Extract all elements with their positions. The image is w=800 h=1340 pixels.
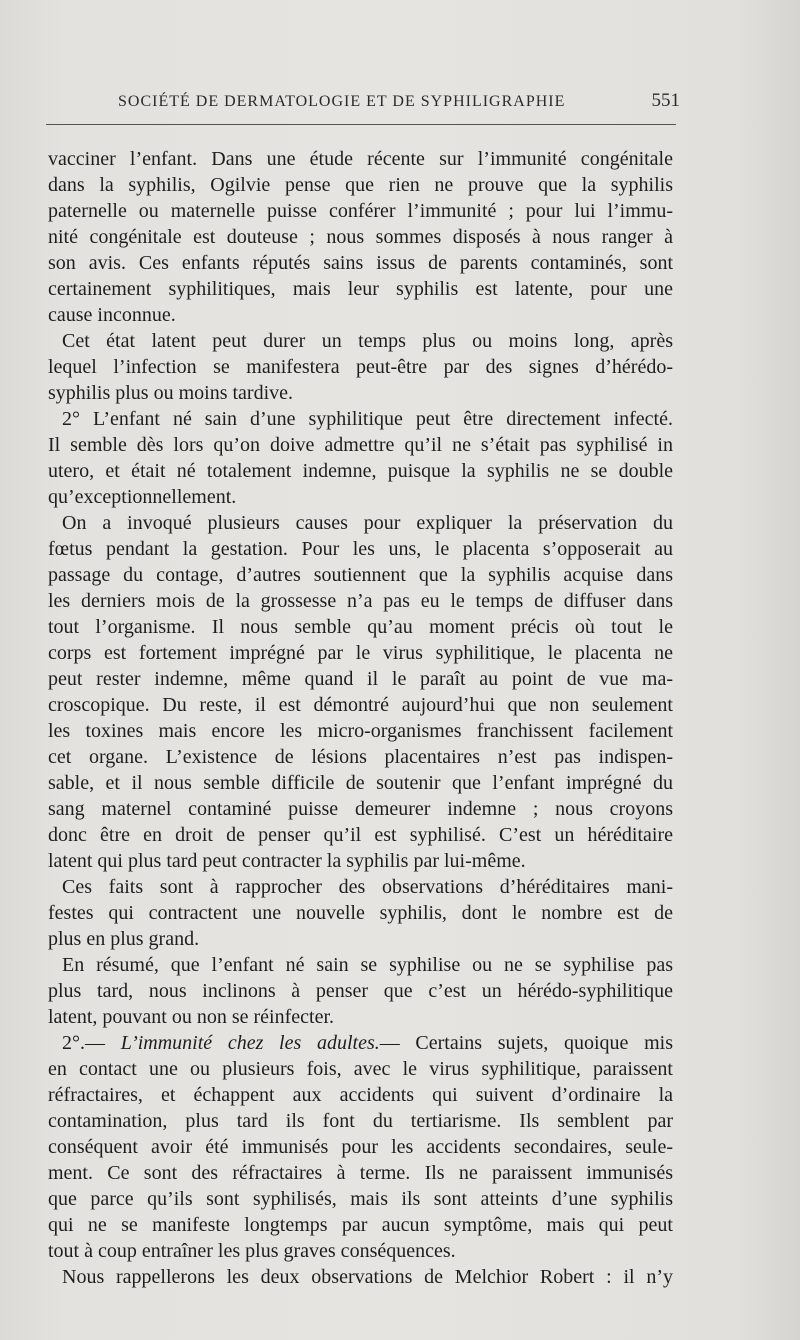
text-line: réfractaires, et échappent aux accidents qui suivent d’ordinaire la bbox=[48, 1084, 673, 1106]
paragraph bbox=[48, 510, 673, 874]
text-line: Cet état latent peut durer un temps plus ou moins long, après bbox=[62, 330, 673, 352]
text-line: les derniers mois de la grossesse n’a pas eu le temps de diffuser dans bbox=[48, 590, 673, 612]
text-line: sable, et il nous semble difficile de soutenir que l’enfant imprégné du bbox=[48, 772, 673, 794]
text-line: syphilis plus ou moins tardive. bbox=[48, 382, 293, 404]
text-line: nité congénitale est douteuse ; nous sommes disposés à nous ranger à bbox=[48, 226, 673, 248]
paragraph bbox=[48, 874, 673, 952]
text-line: vacciner l’enfant. Dans une étude récente sur l’immunité congénitale bbox=[48, 148, 673, 170]
section-number: 2°.— bbox=[62, 1032, 121, 1054]
text-line: corps est fortement imprégné par le virus syphilitique, le placenta ne bbox=[48, 642, 673, 664]
text-line: contamination, plus tard ils font du tertiarisme. Ils semblent par bbox=[48, 1110, 673, 1132]
text-line: que parce qu’ils sont syphilisés, mais ils sont atteints d’une syphilis bbox=[48, 1188, 673, 1210]
text-line: peut rester indemne, même quand il le paraît au point de vue ma- bbox=[48, 668, 673, 690]
page-number: 551 bbox=[651, 90, 680, 111]
text-line: croscopique. Du reste, il est démontré aujourd’hui que non seulement bbox=[48, 694, 673, 716]
text-line: plus tard, nous inclinons à penser que c’est un hérédo-syphilitique bbox=[48, 980, 673, 1002]
text-line: conséquent avoir été immunisés pour les accidents secondaires, seule- bbox=[48, 1136, 673, 1158]
text-line: ment. Ce sont des réfractaires à terme. Ils ne paraissent immunisés bbox=[48, 1162, 673, 1184]
running-title: SOCIÉTÉ DE DERMATOLOGIE ET DE SYPHILIGRAPHIE bbox=[118, 93, 566, 110]
text-line: lequel l’infection se manifestera peut-être par des signes d’hérédo- bbox=[48, 356, 673, 378]
text-line: qui ne se manifeste longtemps par aucun symptôme, mais qui peut bbox=[48, 1214, 673, 1236]
text-line: Nous rappellerons les deux observations de Melchior Robert : il n’y bbox=[62, 1266, 673, 1288]
text-line: En résumé, que l’enfant né sain se syphilise ou ne se syphilise pas bbox=[62, 954, 673, 976]
text-line: en contact une ou plusieurs fois, avec le virus syphilitique, paraissent bbox=[48, 1058, 673, 1080]
text-line: paternelle ou maternelle puisse conférer l’immunité ; pour lui l’immu- bbox=[48, 200, 673, 222]
text-line: tout à coup entraîner les plus graves conséquences. bbox=[48, 1240, 456, 1262]
text-line: latent, pouvant ou non se réinfecter. bbox=[48, 1006, 335, 1028]
text-line: donc être en droit de penser qu’il est syphilisé. C’est un héréditaire bbox=[48, 824, 673, 846]
text-line: qu’exceptionnellement. bbox=[48, 486, 237, 508]
running-header bbox=[118, 90, 680, 112]
paragraph bbox=[48, 406, 673, 510]
text-line: fœtus pendant la gestation. Pour les uns, le placenta s’opposerait au bbox=[48, 538, 673, 560]
paragraph bbox=[48, 952, 673, 1030]
text-line: son avis. Ces enfants réputés sains issus de parents contaminés, sont bbox=[48, 252, 673, 274]
text-line: On a invoqué plusieurs causes pour expliquer la préservation du bbox=[62, 512, 673, 534]
text-line: Ces faits sont à rapprocher des observations d’héréditaires mani- bbox=[62, 876, 673, 898]
text-line: plus en plus grand. bbox=[48, 928, 200, 950]
text-line: les toxines mais encore les micro-organismes franchissent facilement bbox=[48, 720, 673, 742]
text-line: 2° L’enfant né sain d’une syphilitique peut être directement infecté. bbox=[62, 408, 673, 430]
section-paragraph bbox=[48, 1030, 673, 1264]
text-line: certainement syphilitiques, mais leur syphilis est latente, pour une bbox=[48, 278, 673, 300]
text-line: Il semble dès lors qu’on doive admettre qu’il ne s’était pas syphilisé in bbox=[48, 434, 673, 456]
paragraph bbox=[48, 328, 673, 406]
text-line: festes qui contractent une nouvelle syphilis, dont le nombre est de bbox=[48, 902, 673, 924]
paragraph bbox=[48, 1264, 673, 1290]
text-line: cet organe. L’existence de lésions placentaires n’est pas indispen- bbox=[48, 746, 673, 768]
paragraph bbox=[48, 146, 673, 328]
text-line: utero, et était né totalement indemne, puisque la syphilis ne se double bbox=[48, 460, 673, 482]
body-text bbox=[48, 146, 673, 1290]
text-line: dans la syphilis, Ogilvie pense que rien ne prouve que la syphilis bbox=[48, 174, 673, 196]
section-title: L’immunité chez les adultes. bbox=[120, 1032, 380, 1054]
text-line: sang maternel contaminé puisse demeurer indemne ; nous croyons bbox=[48, 798, 673, 820]
section-heading-line bbox=[48, 1030, 673, 1056]
header-rule bbox=[46, 124, 676, 125]
section-lead-text: — Certains sujets, quoique mis bbox=[379, 1032, 673, 1054]
text-line: cause inconnue. bbox=[48, 304, 176, 326]
text-line: passage du contage, d’autres soutiennent que la syphilis acquise dans bbox=[48, 564, 673, 586]
text-line: latent qui plus tard peut contracter la syphilis par lui-même. bbox=[48, 850, 526, 872]
text-line: tout l’organisme. Il nous semble qu’au moment précis où tout le bbox=[48, 616, 673, 638]
